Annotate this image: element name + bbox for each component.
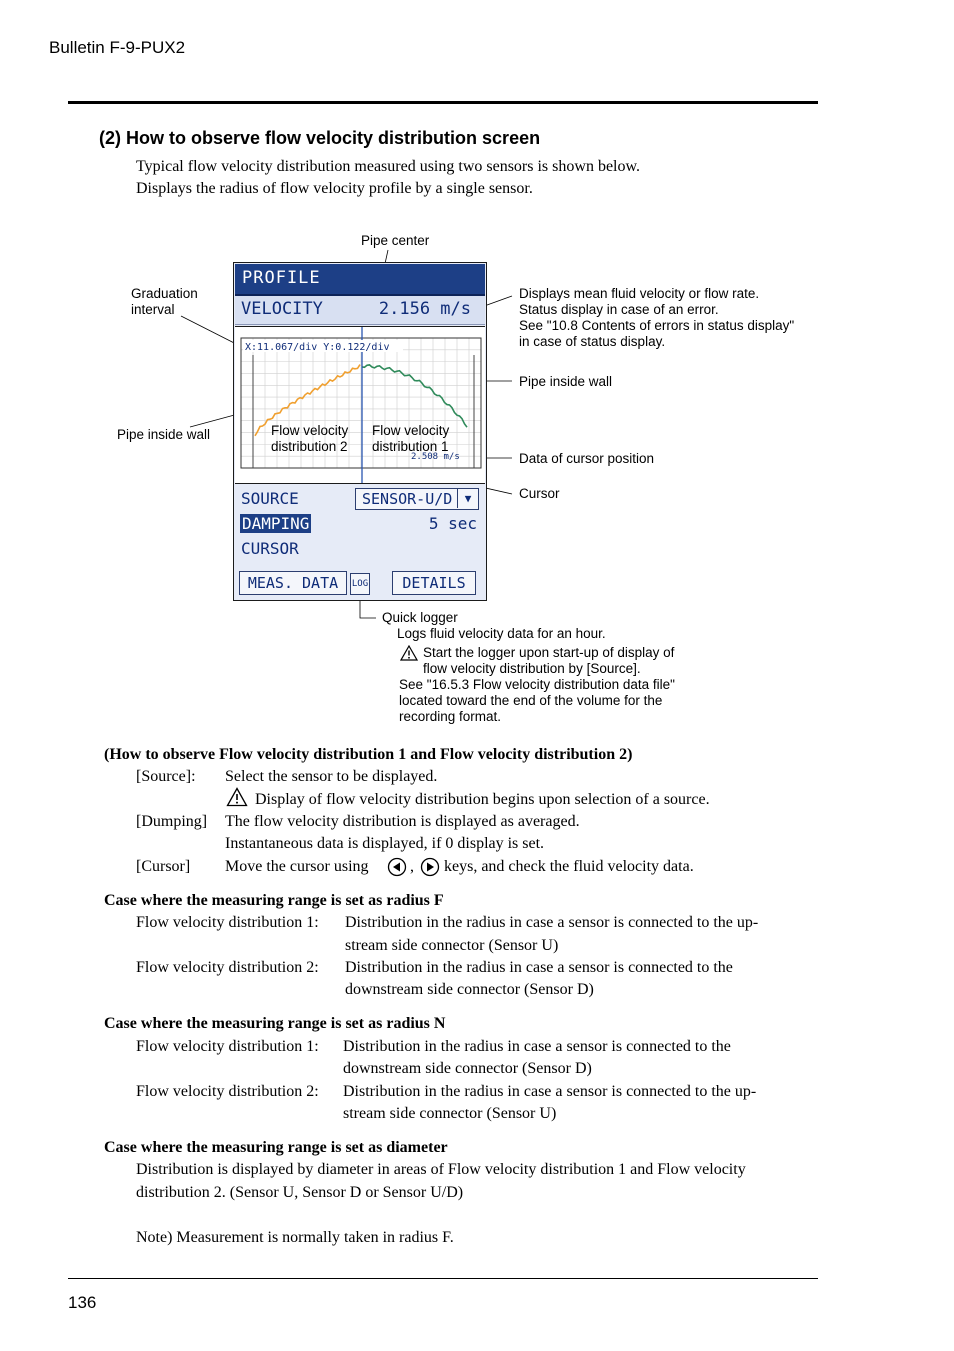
source-select[interactable] — [355, 488, 479, 510]
intro-line-2: Displays the radius of flow velocity profile by a single sensor. — [136, 180, 533, 197]
dumping-desc-1: The flow velocity distribution is displayed as averaged. — [225, 813, 580, 830]
quick-logger-title: Quick logger — [382, 610, 458, 625]
case-radius-n-heading: Case where the measuring range is set as radius N — [104, 1015, 446, 1032]
meas-data-button[interactable]: MEAS. DATA — [239, 571, 347, 595]
mean-velocity-label-3: See "10.8 Contents of errors in status display" — [519, 318, 795, 333]
bulletin-header: Bulletin F-9-PUX2 — [49, 38, 186, 57]
damping-label[interactable]: DAMPING — [242, 514, 310, 533]
velocity-row — [235, 296, 485, 325]
dumping-key: [Dumping] — [136, 813, 208, 830]
cursor-desc-comma: , — [410, 858, 414, 875]
case-diameter-line-1: Distribution is displayed by diameter in areas of Flow velocity distribution 1 and Flow velocity — [136, 1161, 746, 1178]
intro-line-1: Typical flow velocity distribution measured using two sensors is shown below. — [136, 158, 640, 175]
case-f-dist1-l2: stream side connector (Sensor U) — [345, 937, 559, 954]
controls-area — [235, 484, 485, 564]
source-desc-1: Select the sensor to be displayed. — [225, 768, 438, 785]
case-n-dist1-key: Flow velocity distribution 1: — [136, 1038, 319, 1055]
dist1-label-2: distribution 1 — [372, 439, 449, 454]
graph-scale-label: X:11.067/div Y:0.122/div — [245, 342, 390, 353]
case-n-dist1-l1: Distribution in the radius in case a sensor is connected to the — [343, 1038, 731, 1055]
case-diameter-heading: Case where the measuring range is set as diameter — [104, 1139, 448, 1156]
page-number: 136 — [68, 1293, 97, 1312]
warning-triangle-icon — [400, 645, 418, 666]
graduation-label-1: Graduation — [131, 286, 198, 301]
distribution-1-curve — [362, 365, 467, 427]
cursor-desc-after: keys, and check the fluid velocity data. — [444, 858, 694, 875]
pipe-inside-wall-left-label: Pipe inside wall — [117, 427, 211, 442]
velocity-value: 2.156 m/s — [378, 299, 471, 319]
source-label: SOURCE — [241, 489, 299, 508]
quick-logger-see1: See "16.5.3 Flow velocity distribution data file" — [399, 677, 675, 692]
quick-logger-see2: located toward the end of the volume for the — [399, 693, 663, 708]
case-n-dist1-l2: downstream side connector (Sensor D) — [343, 1060, 592, 1077]
section-heading: (2) How to observe flow velocity distribution screen — [99, 128, 541, 148]
screen-title-bar — [235, 264, 485, 296]
case-radius-f-heading: Case where the measuring range is set as radius F — [104, 892, 444, 909]
profile-graph — [235, 327, 485, 483]
pipe-inside-wall-right-label: Pipe inside wall — [519, 374, 613, 389]
quick-logger-see3: recording format. — [399, 709, 502, 724]
screen-title: PROFILE — [242, 268, 321, 288]
cursor-desc-before: Move the cursor using — [225, 858, 369, 875]
case-n-dist2-l1: Distribution in the radius in case a sensor is connected to the up- — [343, 1083, 757, 1100]
cursor-value-label: 2.508 m/s — [411, 452, 460, 462]
cursor-label[interactable]: CURSOR — [241, 539, 299, 558]
case-f-dist1-l1: Distribution in the radius in case a sensor is connected to the up- — [345, 914, 759, 931]
cursor-key: [Cursor] — [136, 858, 191, 875]
case-diameter-line-2: distribution 2. (Sensor U, Sensor D or Sensor U/D) — [136, 1184, 464, 1201]
dist2-label-1: Flow velocity — [271, 423, 349, 438]
footer-rule — [68, 1278, 818, 1279]
cursor-annotation-label: Cursor — [519, 486, 560, 501]
case-f-dist2-l2: downstream side connector (Sensor D) — [345, 981, 594, 998]
case-f-dist2-key: Flow velocity distribution 2: — [136, 959, 319, 976]
dumping-desc-2: Instantaneous data is displayed, if 0 display is set. — [225, 835, 545, 852]
pipe-center-label: Pipe center — [361, 233, 430, 248]
right-arrow-key-icon — [420, 857, 440, 882]
source-key: [Source]: — [136, 768, 196, 785]
mean-velocity-label-1: Displays mean fluid velocity or flow rate. — [519, 286, 760, 301]
cursor-data-label: Data of cursor position — [519, 451, 655, 466]
dist1-label-1: Flow velocity — [372, 423, 450, 438]
note: Note) Measurement is normally taken in radius F. — [136, 1229, 454, 1246]
details-button[interactable]: DETAILS — [392, 571, 476, 595]
damping-value: 5 sec — [428, 514, 477, 533]
warning-triangle-icon — [226, 787, 248, 812]
case-f-dist1-key: Flow velocity distribution 1: — [136, 914, 319, 931]
left-arrow-key-icon — [387, 857, 407, 882]
velocity-label: VELOCITY — [241, 299, 323, 319]
case-n-dist2-key: Flow velocity distribution 2: — [136, 1083, 319, 1100]
source-desc-2: Display of flow velocity distribution begins upon selection of a source. — [255, 791, 710, 808]
quick-logger-warn1: Start the logger upon start-up of display of — [423, 645, 675, 660]
quick-logger-line1: Logs fluid velocity data for an hour. — [397, 626, 606, 641]
case-n-dist2-l2: stream side connector (Sensor U) — [343, 1105, 557, 1122]
profile-graph-frame — [235, 326, 485, 484]
howto-heading: (How to observe Flow velocity distribution 1 and Flow velocity distribution 2) — [104, 746, 633, 763]
mean-velocity-label-4: in case of status display. — [519, 334, 666, 349]
leader-quick-logger — [360, 598, 376, 618]
source-select-value: SENSOR-U/D — [362, 490, 453, 508]
dist2-label-2: distribution 2 — [271, 439, 348, 454]
chevron-down-icon: ▼ — [457, 489, 478, 508]
case-f-dist2-l1: Distribution in the radius in case a sensor is connected to the — [345, 959, 733, 976]
mean-velocity-label-2: Status display in case of an error. — [519, 302, 719, 317]
quick-logger-warn2: flow velocity distribution by [Source]. — [423, 661, 641, 676]
log-button[interactable]: LOG — [350, 573, 370, 595]
graduation-label-2: interval — [131, 302, 175, 317]
